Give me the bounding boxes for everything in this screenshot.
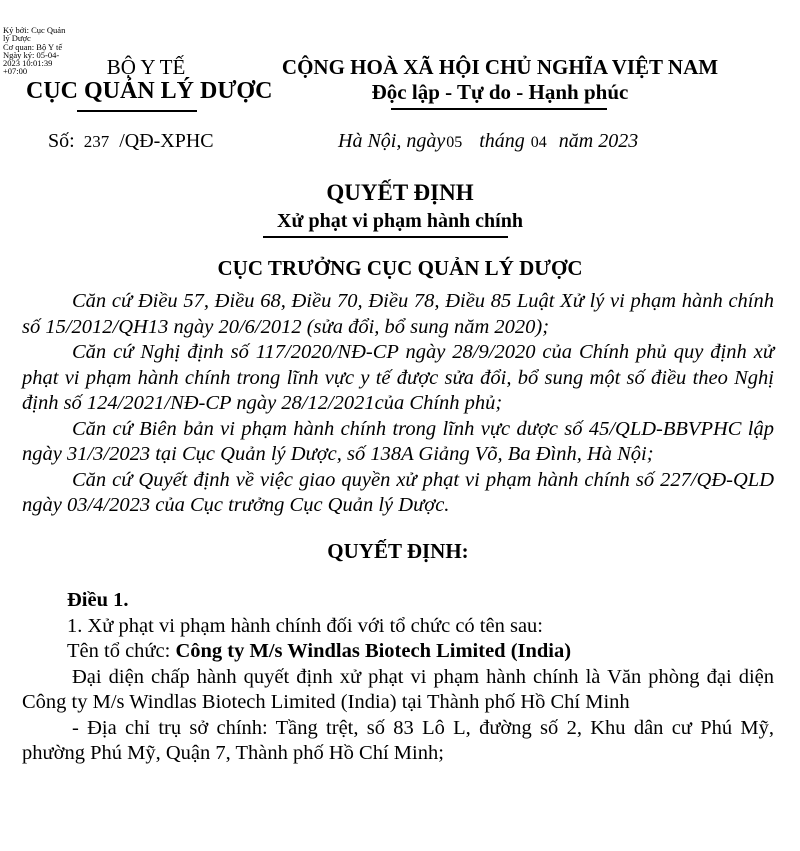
preamble-item: Căn cứ Nghị định số 117/2020/NĐ-CP ngày 28/9/2020 của Chính phủ quy định xử phạt vi phạm hành chính trong lĩnh vực y tế được sửa đổi, bổ sung một số điều theo Nghị định số 124/2021/NĐ-CP ngày 28/12/2021của Chính phủ;	[22, 341, 774, 414]
signature-line: Cơ quan: Bộ Y tế	[3, 41, 63, 52]
date-day: 05	[446, 134, 463, 151]
decision-heading: QUYẾT ĐỊNH:	[327, 538, 469, 563]
document-title: QUYẾT ĐỊNH	[326, 180, 474, 205]
national-motto: Độc lập - Tự do - Hạnh phúc	[371, 80, 629, 104]
signature-line: Ký bởi: Cục Quản	[3, 25, 66, 35]
signature-line: Ngày ký: 05-04-	[3, 49, 60, 60]
agency-name: CỤC QUẢN LÝ DƯỢC	[26, 78, 273, 104]
month-label: tháng	[479, 130, 525, 152]
number-label: Số:	[48, 130, 75, 152]
issuing-authority: CỤC TRƯỞNG CỤC QUẢN LÝ DƯỢC	[217, 256, 583, 280]
year-label: năm 2023	[558, 130, 639, 152]
signature-line: 2023 10:01:39	[3, 58, 53, 69]
ministry-name: BỘ Y TẾ	[106, 55, 186, 79]
preamble-item: Căn cứ Biên bản vi phạm hành chính trong lĩnh vực dược số 45/QLD-BBVPHC lập ngày 31/3/2023 tại Cục Quản lý Dược, số 138A Giảng Võ, Ba Đình, Hà Nội;	[22, 417, 774, 465]
preamble-item: Căn cứ Quyết định về việc giao quyền xử phạt vi phạm hành chính số 227/QĐ-QLD ngày 03/4/2023 của Cục trưởng Cục Quản lý Dược.	[22, 468, 774, 516]
subtitle-underline	[263, 236, 508, 238]
number-suffix: /QĐ-XPHC	[119, 130, 214, 152]
organization-line	[22, 639, 774, 665]
date-month: 04	[530, 134, 547, 151]
place-date	[338, 130, 638, 153]
article-item: 1. Xử phạt vi phạm hành chính đối với tổ chức có tên sau:	[67, 614, 543, 637]
representative-paragraph: Đại diện chấp hành quyết định xử phạt vi phạm hành chính là Văn phòng đại diện Công ty M/s Windlas Biotech Limited (India) tại Thành phố Hồ Chí Minh	[22, 665, 774, 713]
agency-underline	[77, 110, 197, 112]
motto-underline	[391, 108, 607, 110]
place-prefix: Hà Nội, ngày	[338, 130, 446, 152]
digital-signature-stamp	[3, 26, 75, 76]
document-number	[48, 130, 214, 153]
document-body	[22, 289, 774, 767]
article-heading: Điều 1.	[67, 589, 129, 611]
preamble-item: Căn cứ Điều 57, Điều 68, Điều 70, Điều 78, Điều 85 Luật Xử lý vi phạm hành chính số 15/2012/QH13 ngày 20/6/2012 (sửa đổi, bổ sung năm 2020);	[22, 290, 774, 338]
national-title: CỘNG HOÀ XÃ HỘI CHỦ NGHĨA VIỆT NAM	[281, 55, 719, 79]
number-value: 237	[83, 132, 110, 151]
org-label: Tên tổ chức:	[67, 640, 171, 662]
address-paragraph: - Địa chỉ trụ sở chính: Tầng trệt, số 83 Lô L, đường số 2, Khu dân cư Phú Mỹ, phường Phú Mỹ, Quận 7, Thành phố Hồ Chí Minh;	[22, 716, 774, 764]
document-subtitle: Xử phạt vi phạm hành chính	[277, 210, 523, 232]
signature-line: lý Dược	[3, 33, 31, 44]
signature-line: +07:00	[3, 66, 28, 77]
org-name: Công ty M/s Windlas Biotech Limited (India)	[175, 640, 572, 662]
